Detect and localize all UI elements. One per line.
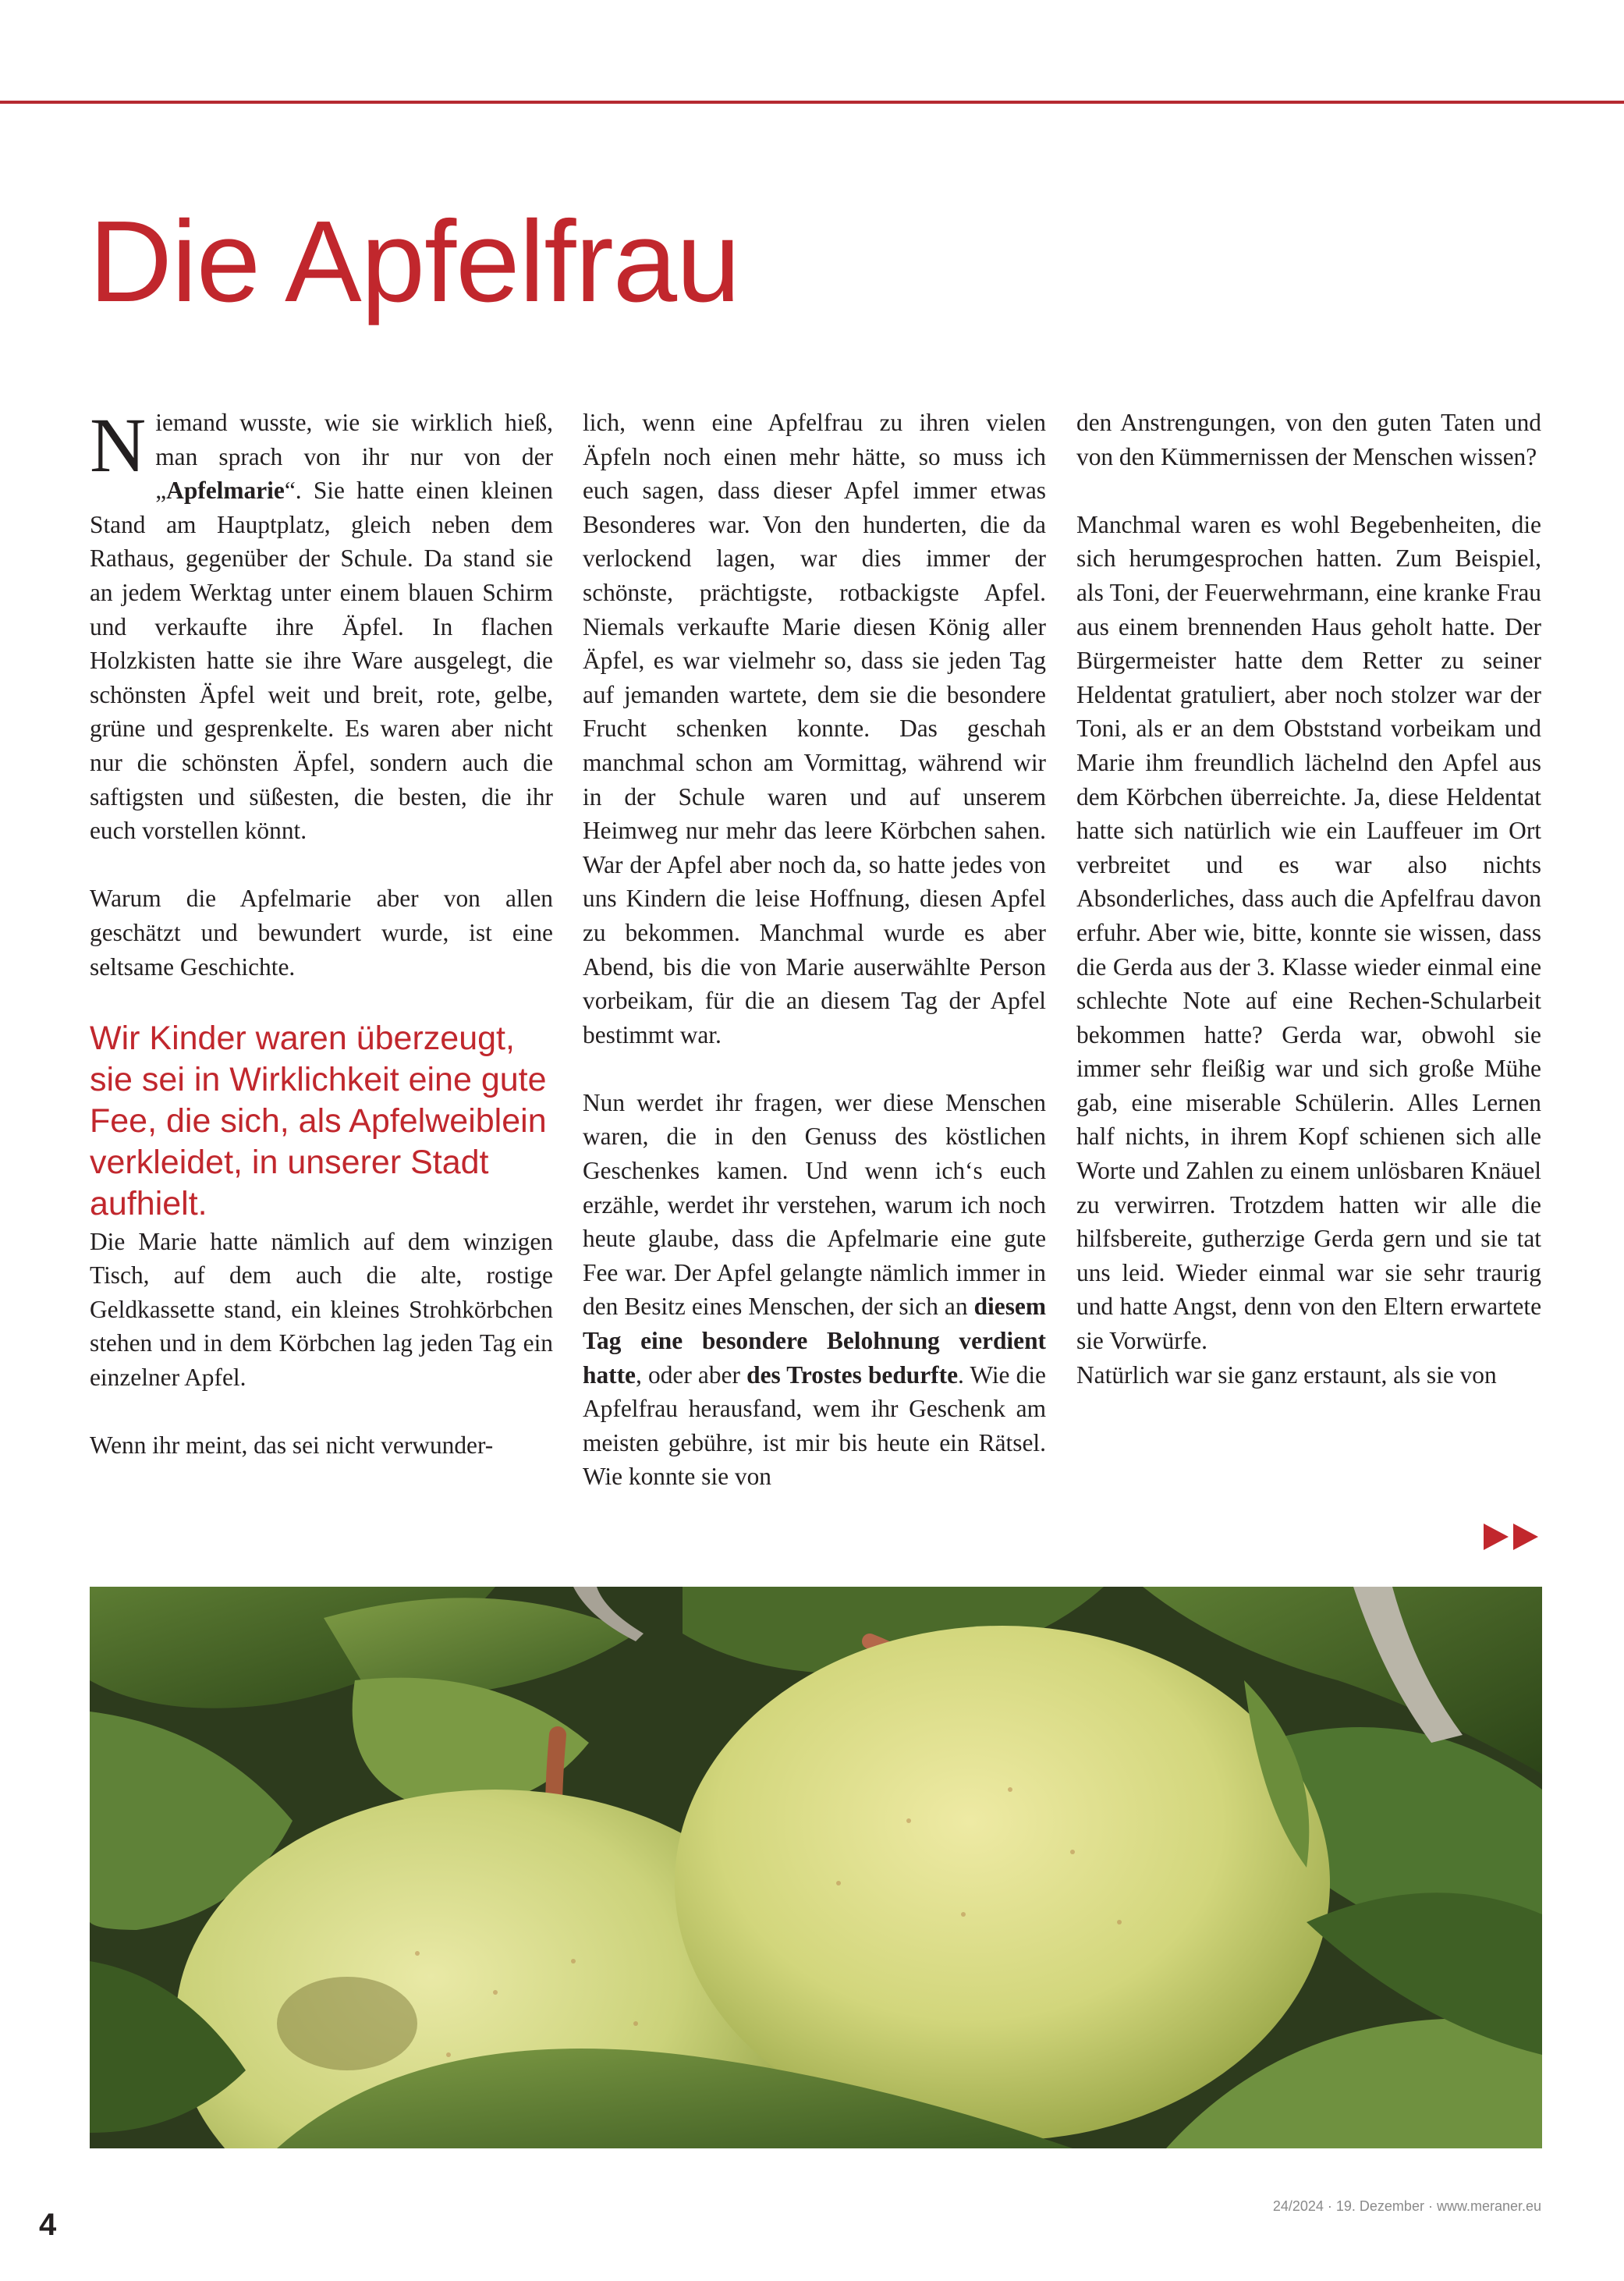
article-column-3 [1076,406,1541,1392]
article-column-2 [583,406,1046,1494]
page-number: 4 [39,2208,57,2242]
drop-cap: N [90,402,147,488]
paragraph: Die Marie hatte nämlich auf dem winzigen Tisch, auf dem auch die alte, rostige Geldkassette stand, ein kleines Strohkörbchen stehen und in dem Körbchen lag jeden Tag ein einzelner Apfel. [90,1227,553,1392]
paragraph: Wenn ihr meint, das sei nicht verwunder- [90,1431,494,1460]
paragraph: Manchmal waren es wohl Begebenheiten, die sich herumgesprochen hatten. Zum Beispiel, als Toni, der Feuerwehrmann, eine kranke Frau aus einem brennenden Haus geholt hatte. Der Bürgermeister hatte dem Retter zu seiner Heldentat gratuliert, aber noch stolzer war der Toni, als er an dem Obststand vorbeikam und Marie ihm freundlich lächelnd den Apfel aus dem Körbchen überreichte. Ja, diese Heldentat hatte sich natürlich wie ein Lauffeuer im Ort verbreitet und es war also nichts Absonderliches, dass auch die Apfelfrau davon erfuhr. Aber wie, bitte, konnte sie wissen, dass die Gerda aus der 3. Klasse wieder einmal eine schlechte Note auf eine Rechen-Schularbeit bekommen hatte? Gerda war, obwohl sie immer sehr fleißig war und sich große Mühe gab, eine miserable Schülerin. Alles Lernen half nichts, in ihrem Kopf schienen sich alle Worte und Zahlen zu einem unlösbaren Knäuel zu verwirren. Trotzdem hatten wir alle die hilfsbereite, gutherzige Gerda gern und sie tat uns leid. Wieder einmal war sie sehr traurig und hatte Angst, denn von den Eltern erwartete sie Vorwürfe. [1076,510,1541,1355]
apple-photo [90,1587,1542,2148]
issue-info: 24/2024 · 19. Dezember · www.meraner.eu [1272,2198,1541,2214]
continue-arrows-icon [1482,1521,1541,1552]
bold-name: Apfelmarie [166,477,285,505]
paragraph: lich, wenn eine Apfelfrau zu ihren vielen Äpfeln noch einen mehr hätte, so muss ich euch sagen, dass dieser Apfel immer etwas Besonderes war. Von den hunderten, die da verlockend lagen, war dies immer der schönste, prächtigste, rotbackigste Apfel. Niemals verkaufte Marie diesen König aller Äpfel, es war vielmehr so, dass sie jeden Tag auf jemanden wartete, dem sie die besondere Frucht schenken konnte. Das geschah manchmal schon am Vormittag, während wir in der Schule waren und auf unserem Heimweg nur mehr das leere Körbchen sahen. War der Apfel aber noch da, so hatte jedes von uns Kindern die leise Hoffnung, diesen Apfel zu bekommen. Manchmal wurde es aber Abend, bis die von Marie auserwählte Person vorbeikam, für die an diesem Tag der Apfel bestimmt war. [583,409,1046,1048]
pull-quote: Wir Kinder waren überzeugt, sie sei in Wirklichkeit eine gute Fee, die sich, als Apfelweiblein verkleidet, in unserer Stadt aufhielt. [90,1019,547,1222]
article-title: Die Apfelfrau [89,197,740,326]
article-column-1 [90,402,553,1463]
paragraph: Niemand wusste, wie sie wirklich hieß, man sprach von ihr nur von der „Apfelmarie“. Sie hatte einen kleinen Stand am Hauptplatz, gleich neben dem Rathaus, gegenüber der Schule. Da stand sie an jedem Werktag unter einem blauen Schirm und verkaufte ihre Äpfel. In flachen Holzkisten hatte sie ihre Ware ausgelegt, die schönsten Äpfel weit und breit, rote, gelbe, grüne und gesprenkelte. Es waren aber nicht nur die schönsten Äpfel, sondern auch die saftigsten und süßesten, die besten, die ihr euch vorstellen könnt. [90,402,553,845]
paragraph: Natürlich war sie ganz erstaunt, als sie von [1076,1360,1497,1389]
paragraph: Warum die Apfelmarie aber von allen geschätzt und bewundert wurde, ist eine seltsame Geschichte. [90,885,553,981]
paragraph: Nun werdet ihr fragen, wer diese Menschen waren, die in den Genuss des köstlichen Geschenkes kamen. Und wenn ich‘s euch erzähle, werdet ihr verstehen, warum ich noch heute glaube, dass die Apfelmarie eine gute Fee war. Der Apfel gelangte nämlich immer in den Besitz eines Menschen, der sich an diesem Tag eine besondere Belohnung verdient hatte, oder aber des Trostes bedurfte. Wie die Apfelfrau herausfand, wem ihr Geschenk am meisten gebühre, ist mir bis heute ein Rätsel. Wie konnte sie von [583,1088,1046,1491]
header-rule [0,101,1624,104]
paragraph: den Anstrengungen, von den guten Taten und von den Kümmernissen der Menschen wissen? [1076,409,1541,470]
